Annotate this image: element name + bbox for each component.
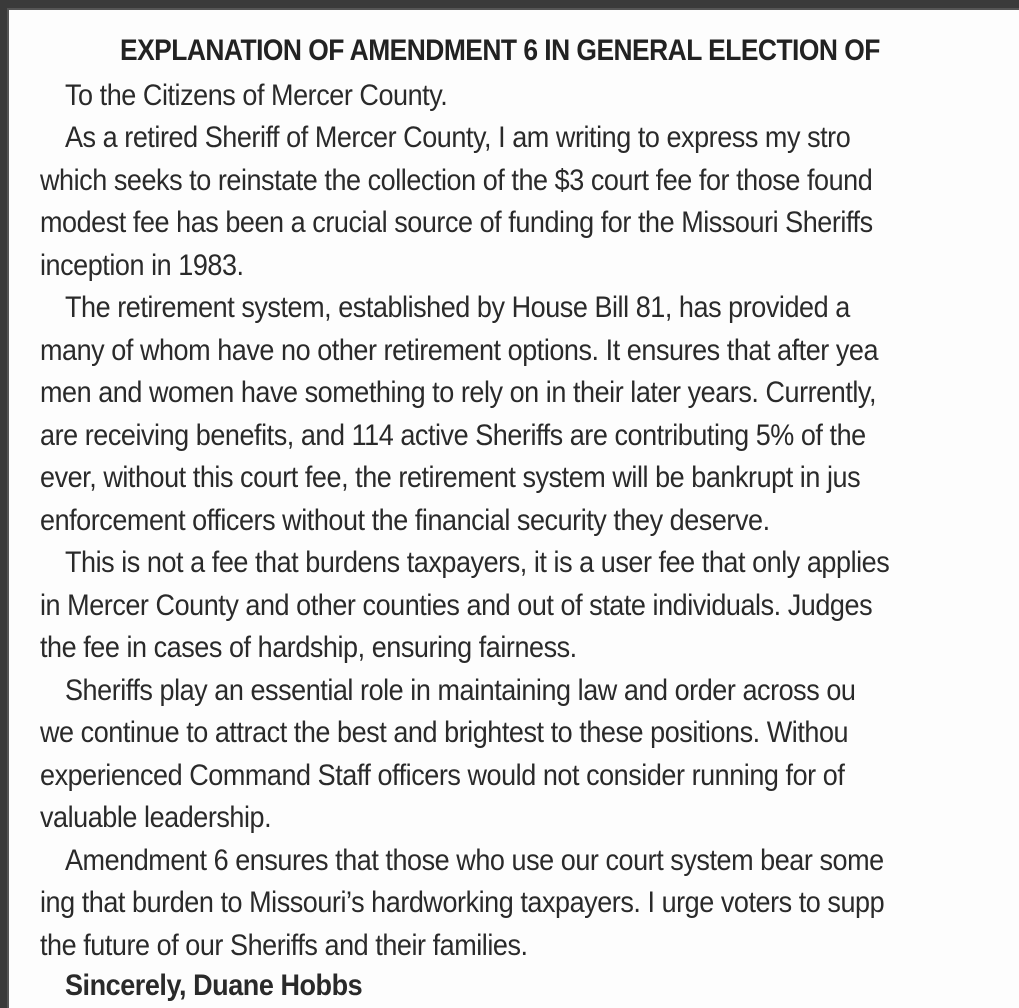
paragraph-line: The retirement system, established by House Bill 81, has provided a — [65, 291, 850, 324]
paragraph-line: the fee in cases of hardship, ensuring fairness. — [40, 631, 577, 664]
paragraph-line: ing that burden to Missouri’s hardworking taxpayers. I urge voters to supp — [40, 886, 885, 919]
paragraph-line: valuable leadership. — [40, 801, 272, 834]
paragraph-line: in Mercer County and other counties and out of state individuals. Judges — [40, 589, 873, 622]
paragraph-line: men and women have something to rely on in their later years. Currently, — [40, 376, 877, 409]
paragraph-line: we continue to attract the best and brightest to these positions. Withou — [40, 716, 849, 749]
newspaper-page — [7, 8, 1019, 1008]
salutation: To the Citizens of Mercer County. — [65, 79, 448, 112]
paragraph-line: This is not a fee that burdens taxpayers, it is a user fee that only applies — [65, 546, 890, 579]
paragraph-line: As a retired Sheriff of Mercer County, I am writing to express my stro — [65, 121, 851, 154]
document-title: EXPLANATION OF AMENDMENT 6 IN GENERAL ELECTION OF — [120, 34, 880, 67]
paragraph-line: modest fee has been a crucial source of funding for the Missouri Sheriffs — [40, 206, 873, 239]
paragraph-line: the future of our Sheriffs and their families. — [40, 929, 528, 962]
paragraph-line: ever, without this court fee, the retirement system will be bankrupt in jus — [40, 461, 861, 494]
paragraph-line: Amendment 6 ensures that those who use our court system bear some — [65, 844, 884, 877]
paragraph-line: enforcement officers without the financial security they deserve. — [40, 504, 770, 537]
paragraph-line: which seeks to reinstate the collection of the $3 court fee for those found — [40, 164, 873, 197]
signature-line: Sincerely, Duane Hobbs — [65, 969, 363, 1002]
paragraph-line: Sheriffs play an essential role in maintaining law and order across ou — [65, 674, 856, 707]
paragraph-line: are receiving benefits, and 114 active Sheriffs are contributing 5% of the — [40, 419, 866, 452]
paragraph-line: inception in 1983. — [40, 249, 244, 282]
paragraph-line: many of whom have no other retirement options. It ensures that after yea — [40, 334, 879, 367]
paragraph-line: experienced Command Staff officers would not consider running for of — [40, 759, 845, 792]
